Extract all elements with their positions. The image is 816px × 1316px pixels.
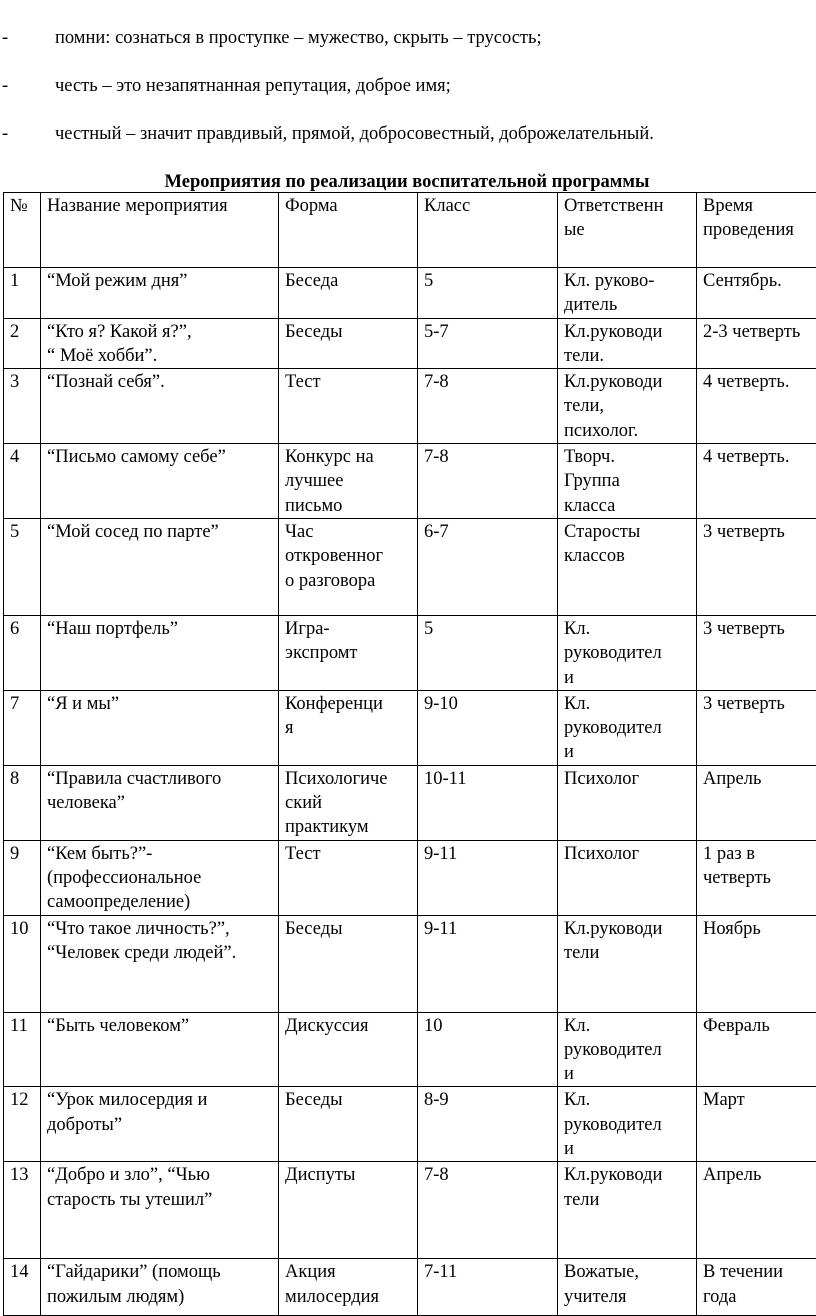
table-row <box>4 1259 816 1316</box>
cell-time: Февраль <box>697 1012 816 1087</box>
cell-responsible: Кл. руководител и <box>558 615 697 690</box>
cell-time: Март <box>697 1087 816 1162</box>
table-row <box>4 915 816 1012</box>
cell-grade: 9-11 <box>418 840 558 915</box>
cell-responsible: Кл. руково- дитель <box>558 268 697 319</box>
cell-responsible: Кл.руководи тели <box>558 915 697 1012</box>
cell-grade: 7-8 <box>418 444 558 519</box>
cell-responsible: Кл. руководител и <box>558 1012 697 1087</box>
cell-grade: 5 <box>418 615 558 690</box>
table-row <box>4 840 816 915</box>
cell-number: 10 <box>4 915 41 1012</box>
cell-responsible: Вожатые, учителя <box>558 1259 697 1316</box>
cell-grade: 10 <box>418 1012 558 1087</box>
cell-form: Беседа <box>279 268 418 319</box>
cell-grade: 5-7 <box>418 318 558 369</box>
cell-event-name: “Мой режим дня” <box>41 268 279 319</box>
cell-time: 1 раз в четверть <box>697 840 816 915</box>
cell-grade: 9-11 <box>418 915 558 1012</box>
cell-event-name: “Кто я? Какой я?”, “ Моё хобби”. <box>41 318 279 369</box>
cell-number: 1 <box>4 268 41 319</box>
cell-event-name: “Добро и зло”, “Чью старость ты утешил” <box>41 1162 279 1259</box>
cell-event-name: “Урок милосердия и доброты” <box>41 1087 279 1162</box>
table-row <box>4 318 816 369</box>
events-table <box>3 192 816 1316</box>
cell-time: 3 четверть <box>697 690 816 765</box>
bullet-text: честный – значит правдивый, прямой, добросовестный, доброжелательный. <box>55 122 654 146</box>
cell-responsible: Старосты классов <box>558 518 697 615</box>
table-row <box>4 615 816 690</box>
cell-grade: 6-7 <box>418 518 558 615</box>
cell-time: Апрель <box>697 1162 816 1259</box>
cell-number: 11 <box>4 1012 41 1087</box>
cell-form: Беседы <box>279 318 418 369</box>
cell-event-name: “Кем быть?”- (профессиональное самоопределение) <box>41 840 279 915</box>
cell-responsible: Кл.руководи тели <box>558 1162 697 1259</box>
cell-event-name: “Познай себя”. <box>41 369 279 444</box>
cell-number: 5 <box>4 518 41 615</box>
cell-time: 4 четверть. <box>697 369 816 444</box>
cell-grade: 5 <box>418 268 558 319</box>
cell-time: Ноябрь <box>697 915 816 1012</box>
table-row <box>4 268 816 319</box>
cell-number: 13 <box>4 1162 41 1259</box>
table-row <box>4 1087 816 1162</box>
cell-event-name: “Я и мы” <box>41 690 279 765</box>
table-row <box>4 690 816 765</box>
cell-form: Беседы <box>279 1087 418 1162</box>
cell-number: 9 <box>4 840 41 915</box>
cell-event-name: “Наш портфель” <box>41 615 279 690</box>
cell-number: 12 <box>4 1087 41 1162</box>
header-cell-grade: Класс <box>418 193 558 268</box>
cell-responsible: Кл.руководи тели. <box>558 318 697 369</box>
cell-responsible: Кл. руководител и <box>558 1087 697 1162</box>
cell-grade: 7-11 <box>418 1259 558 1316</box>
bullet-dash: - <box>2 26 8 50</box>
cell-time: 3 четверть <box>697 615 816 690</box>
table-row <box>4 1012 816 1087</box>
table-row <box>4 369 816 444</box>
header-cell-event-name: Название мероприятия <box>41 193 279 268</box>
cell-grade: 7-8 <box>418 1162 558 1259</box>
cell-time: Сентябрь. <box>697 268 816 319</box>
cell-time: 3 четверть <box>697 518 816 615</box>
bullet-dash: - <box>2 122 8 146</box>
table-title <box>0 170 816 194</box>
cell-event-name: “Правила счастливого человека” <box>41 765 279 840</box>
cell-form: Психологиче ский практикум <box>279 765 418 840</box>
bullet-dash: - <box>2 74 8 98</box>
table-row <box>4 1162 816 1259</box>
table-row <box>4 444 816 519</box>
cell-number: 14 <box>4 1259 41 1316</box>
cell-form: Час откровенног о разговора <box>279 518 418 615</box>
cell-time: 4 четверть. <box>697 444 816 519</box>
cell-number: 3 <box>4 369 41 444</box>
cell-event-name: “Письмо самому себе” <box>41 444 279 519</box>
cell-responsible: Психолог <box>558 840 697 915</box>
table-row <box>4 765 816 840</box>
cell-form: Конкурс на лучшее письмо <box>279 444 418 519</box>
cell-responsible: Кл.руководи тели, психолог. <box>558 369 697 444</box>
cell-time: Апрель <box>697 765 816 840</box>
cell-event-name: “Быть человеком” <box>41 1012 279 1087</box>
cell-form: Акция милосердия <box>279 1259 418 1316</box>
cell-time: В течении года <box>697 1259 816 1316</box>
cell-form: Беседы <box>279 915 418 1012</box>
cell-form: Тест <box>279 840 418 915</box>
cell-form: Дискуссия <box>279 1012 418 1087</box>
cell-responsible: Кл. руководител и <box>558 690 697 765</box>
header-cell-time: Время проведения <box>697 193 816 268</box>
cell-form: Игра- экспромт <box>279 615 418 690</box>
cell-number: 4 <box>4 444 41 519</box>
cell-grade: 9-10 <box>418 690 558 765</box>
cell-event-name: “Гайдарики” (помощь пожилым людям) <box>41 1259 279 1316</box>
cell-number: 7 <box>4 690 41 765</box>
header-cell-form: Форма <box>279 193 418 268</box>
cell-event-name: “Мой сосед по парте” <box>41 518 279 615</box>
bullet-text: помни: сознаться в проступке – мужество, скрыть – трусость; <box>55 26 542 50</box>
header-cell-number: № <box>4 193 41 268</box>
cell-number: 6 <box>4 615 41 690</box>
table-title-text: Мероприятия по реализации воспитательной программы <box>165 172 650 192</box>
cell-form: Тест <box>279 369 418 444</box>
cell-grade: 8-9 <box>418 1087 558 1162</box>
table-row <box>4 518 816 615</box>
bullet-text: честь – это незапятнанная репутация, доброе имя; <box>55 74 451 98</box>
cell-responsible: Творч. Группа класса <box>558 444 697 519</box>
cell-event-name: “Что такое личность?”, “Человек среди людей”. <box>41 915 279 1012</box>
cell-grade: 10-11 <box>418 765 558 840</box>
table-header-row <box>4 193 816 268</box>
cell-responsible: Психолог <box>558 765 697 840</box>
header-cell-responsible: Ответственн ые <box>558 193 697 268</box>
cell-number: 8 <box>4 765 41 840</box>
cell-grade: 7-8 <box>418 369 558 444</box>
cell-form: Конференци я <box>279 690 418 765</box>
cell-number: 2 <box>4 318 41 369</box>
cell-time: 2-3 четверть <box>697 318 816 369</box>
cell-form: Диспуты <box>279 1162 418 1259</box>
